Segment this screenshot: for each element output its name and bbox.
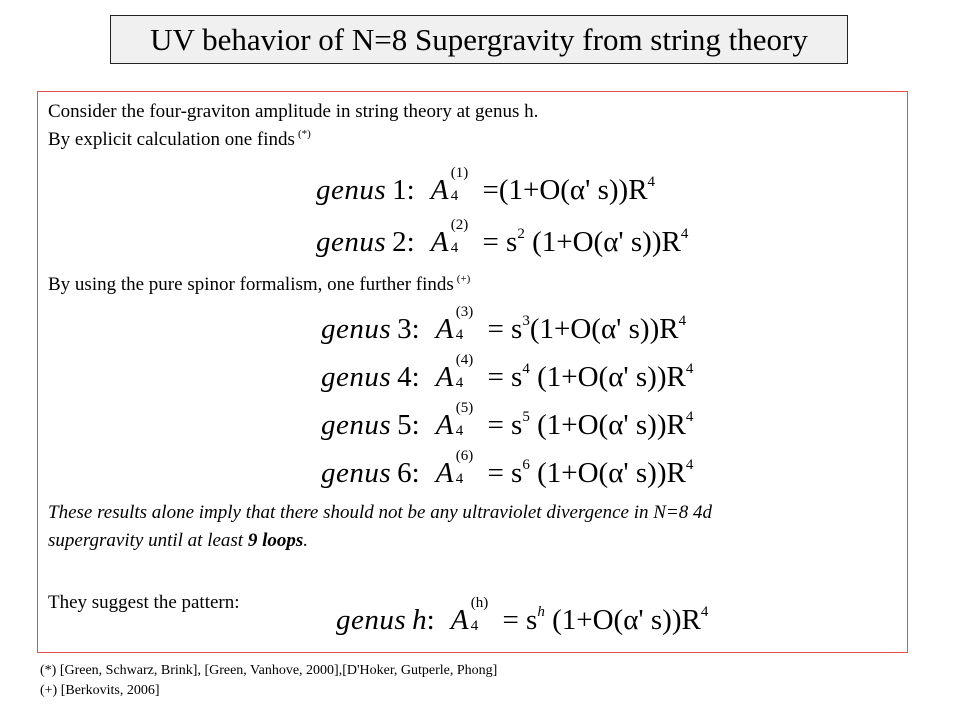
equation-rhs-prefix: = s	[487, 409, 523, 441]
equation-colon: :	[406, 226, 415, 258]
amplitude-subscript: 4	[455, 423, 464, 439]
s-exponent: 3	[522, 313, 530, 329]
equation-colon: :	[406, 174, 415, 206]
equation-genus-3	[321, 304, 687, 345]
footnote-star: (*) [Green, Schwarz, Brink], [Green, Vanhove, 2000],[D'Hoker, Gutperle, Phong]	[40, 663, 498, 678]
equation-factor: (1+O(α' s))R	[532, 226, 681, 258]
equation-genus-number: h	[412, 604, 427, 636]
r-exponent: 4	[700, 604, 709, 620]
equation-label: genus	[336, 604, 407, 636]
amplitude-superscript: (3)	[455, 304, 474, 320]
equation-genus-1	[316, 165, 656, 206]
s-exponent: 4	[522, 361, 530, 377]
amplitude-symbol	[430, 165, 469, 206]
equation-colon: :	[426, 604, 435, 636]
equation-rhs-prefix: = s	[487, 361, 523, 393]
r-exponent: 4	[685, 409, 694, 425]
intro-line-2	[48, 129, 311, 149]
amplitude-superscript: (h)	[470, 595, 489, 611]
equation-genus-number: 5	[397, 409, 412, 441]
equation-label: genus	[321, 457, 392, 489]
equation-colon: :	[411, 361, 420, 393]
amplitude-symbol	[435, 448, 474, 489]
pure-spinor-line	[48, 274, 470, 294]
equation-genus-number: 6	[397, 457, 412, 489]
equation-label: genus	[321, 361, 392, 393]
equation-genus-6	[321, 448, 694, 489]
amplitude-symbol	[435, 400, 474, 441]
amplitude-subscript: 4	[450, 188, 459, 204]
equation-label: genus	[321, 313, 392, 345]
equation-rhs-prefix: = s	[502, 604, 538, 636]
conclusion-line-2	[48, 531, 308, 550]
equation-factor: (1+O(α' s))R	[498, 174, 648, 206]
conclusion-loops-emphasis: 9 loops	[247, 530, 304, 551]
amplitude-subscript: 4	[455, 471, 464, 487]
equation-rhs-prefix: =	[482, 174, 499, 206]
slide-title: UV behavior of N=8 Supergravity from string theory	[150, 21, 808, 57]
equation-label: genus	[321, 409, 392, 441]
equation-rhs-prefix: = s	[487, 457, 523, 489]
r-exponent: 4	[678, 313, 687, 329]
r-exponent: 4	[685, 457, 694, 473]
amplitude-symbol	[435, 304, 474, 345]
footnote-mark-plus: (+)	[456, 273, 471, 285]
equation-factor: (1+O(α' s))R	[529, 313, 679, 345]
r-exponent: 4	[647, 174, 656, 190]
amplitude-letter: A	[430, 226, 449, 258]
equation-genus-number: 4	[397, 361, 412, 393]
amplitude-subscript: 4	[455, 375, 464, 391]
equation-colon: :	[411, 457, 420, 489]
amplitude-superscript: (5)	[455, 400, 474, 416]
s-exponent: 6	[522, 457, 530, 473]
equation-genus-number: 1	[392, 174, 407, 206]
amplitude-superscript: (2)	[450, 217, 469, 233]
amplitude-letter: A	[435, 409, 454, 441]
amplitude-subscript: 4	[455, 327, 464, 343]
equation-rhs-prefix: = s	[482, 226, 518, 258]
amplitude-subscript: 4	[450, 240, 459, 256]
conclusion-line-1: These results alone imply that there should not be any ultraviolet divergence in N=8 4d	[48, 502, 712, 523]
amplitude-letter: A	[430, 174, 449, 206]
equation-factor: (1+O(α' s))R	[537, 409, 686, 441]
amplitude-symbol	[435, 352, 474, 393]
amplitude-subscript: 4	[470, 618, 479, 634]
equation-genus-2	[316, 217, 689, 258]
equation-genus-number: 2	[392, 226, 407, 258]
equation-label: genus	[316, 226, 387, 258]
pure-spinor-text: By using the pure spinor formalism, one further finds	[48, 274, 454, 295]
equation-rhs-prefix: = s	[487, 313, 523, 345]
equation-colon: :	[411, 409, 420, 441]
intro-line-2-text: By explicit calculation one finds	[48, 129, 295, 150]
conclusion-line-2-text: supergravity until at least	[48, 530, 248, 551]
intro-line-1: Consider the four-graviton amplitude in string theory at genus h.	[48, 101, 539, 122]
footnote-plus: (+) [Berkovits, 2006]	[40, 683, 160, 698]
s-exponent: h	[537, 604, 545, 620]
s-exponent: 5	[522, 409, 530, 425]
title-box	[110, 15, 848, 64]
equation-factor: (1+O(α' s))R	[537, 457, 686, 489]
amplitude-symbol	[430, 217, 469, 258]
amplitude-superscript: (4)	[455, 352, 474, 368]
equation-factor: (1+O(α' s))R	[537, 361, 686, 393]
amplitude-superscript: (6)	[455, 448, 474, 464]
r-exponent: 4	[680, 226, 689, 242]
equation-genus-4	[321, 352, 694, 393]
s-exponent: 2	[517, 226, 525, 242]
pattern-intro-line: They suggest the pattern:	[48, 592, 240, 613]
amplitude-symbol	[450, 595, 489, 636]
equation-genus-h	[336, 595, 709, 636]
r-exponent: 4	[685, 361, 694, 377]
equation-factor: (1+O(α' s))R	[552, 604, 701, 636]
footnote-mark-star: (*)	[297, 128, 311, 140]
content-box	[37, 91, 908, 653]
conclusion-line-2-end: .	[303, 530, 309, 551]
amplitude-letter: A	[435, 313, 454, 345]
amplitude-letter: A	[435, 361, 454, 393]
equation-genus-5	[321, 400, 694, 441]
amplitude-letter: A	[435, 457, 454, 489]
amplitude-letter: A	[450, 604, 469, 636]
equation-genus-number: 3	[397, 313, 412, 345]
equation-colon: :	[411, 313, 420, 345]
equation-label: genus	[316, 174, 387, 206]
amplitude-superscript: (1)	[450, 165, 469, 181]
